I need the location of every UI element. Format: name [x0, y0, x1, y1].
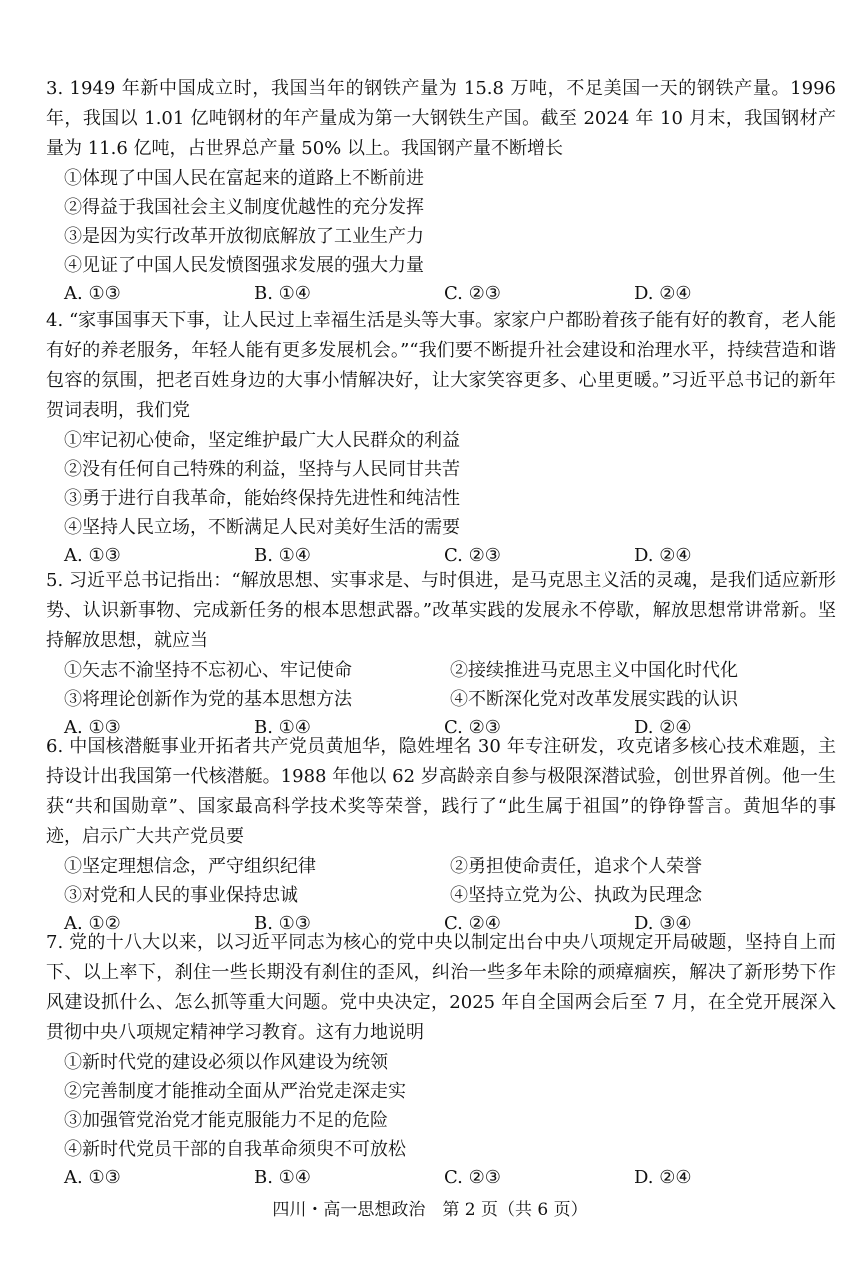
- choice-a[interactable]: A. ①②: [64, 913, 121, 934]
- choice-a[interactable]: A. ①③: [64, 717, 121, 738]
- question-stem: 6. 中国核潜艇事业开拓者共产党员黄旭华，隐姓埋名 30 年专注研发，攻克诸多核心技术难题，主持设计出我国第一代核潜艇。1988 年他以 62 岁高龄亲自参与极限深潜试验，创世界首例。他一生获“共和国勋章”、国家最高科学技术奖等荣誉，践行了“此生属于祖国”的铮铮誓言。黄旭华的事迹，启示广大共产党员要: [46, 736, 836, 847]
- choice-c[interactable]: C. ②③: [444, 1167, 501, 1188]
- statement-1: ①体现了中国人民在富起来的道路上不断前进: [64, 168, 424, 189]
- statement-2: ②勇担使命责任，追求个人荣誉: [450, 856, 702, 877]
- question-stem: 4. “家事国事天下事，让人民过上幸福生活是头等大事。家家户户都盼着孩子能有好的教育，老人能有好的养老服务，年轻人能有更多发展机会。”“我们要不断提升社会建设和治理水平，持续营造和谐包容的氛围，把老百姓身边的大事小情解决好，让大家笑容更多、心里更暖。”习近平总书记的新年贺词表明，我们党: [46, 310, 836, 421]
- statement-4: ④新时代党员干部的自我革命须臾不可放松: [64, 1139, 406, 1160]
- choice-d[interactable]: D. ②④: [634, 545, 692, 566]
- statement-row-2: [46, 685, 836, 714]
- statement-3: ③是因为实行改革开放彻底解放了工业生产力: [64, 226, 424, 247]
- statement-3: ③对党和人民的事业保持忠诚: [64, 885, 298, 906]
- statement-4: ④坚持人民立场，不断满足人民对美好生活的需要: [64, 517, 460, 538]
- statement-1: ①新时代党的建设必须以作风建设为统领: [64, 1052, 388, 1073]
- statement-3: ③加强管党治党才能克服能力不足的危险: [64, 1110, 388, 1131]
- statement-1: ①牢记初心使命，坚定维护最广大人民群众的利益: [64, 430, 460, 451]
- statement-2: ②接续推进马克思主义中国化时代化: [450, 660, 738, 681]
- statement-4: ④坚持立党为公、执政为民理念: [450, 885, 702, 906]
- answer-choices: [46, 1164, 836, 1192]
- answer-choices: [46, 280, 836, 308]
- choice-a[interactable]: A. ①③: [64, 283, 121, 304]
- choice-a[interactable]: A. ①③: [64, 1167, 121, 1188]
- choice-d[interactable]: D. ②④: [634, 283, 692, 304]
- question-5: [46, 566, 836, 742]
- choice-b[interactable]: B. ①④: [254, 1167, 311, 1188]
- question-4: [46, 306, 836, 570]
- statement-2: ②没有任何自己特殊的利益，坚持与人民同甘共苦: [64, 459, 460, 480]
- statement-3: ③勇于进行自我革命，能始终保持先进性和纯洁性: [64, 488, 460, 509]
- statement-2: ②得益于我国社会主义制度优越性的充分发挥: [64, 197, 424, 218]
- choice-b[interactable]: B. ①④: [254, 545, 311, 566]
- statement-row-2: [46, 881, 836, 910]
- question-stem: 5. 习近平总书记指出：“解放思想、实事求是、与时俱进，是马克思主义活的灵魂，是我们适应新形势、认识新事物、完成新任务的根本思想武器。”改革实践的发展永不停歇，解放思想常讲常新。坚持解放思想，就应当: [46, 570, 836, 651]
- statement-4: ④不断深化党对改革发展实践的认识: [450, 689, 738, 710]
- question-stem: 3. 1949 年新中国成立时，我国当年的钢铁产量为 15.8 万吨，不足美国一天的钢铁产量。1996 年，我国以 1.01 亿吨钢材的年产量成为第一大钢铁生产国。截至 2024 年 10 月末，我国钢材产量为 11.6 亿吨，占世界总产量 50% 以上。我国钢产量不断增长: [46, 78, 836, 159]
- statement-1: ①矢志不渝坚持不忘初心、牢记使命: [64, 660, 352, 681]
- statement-row-1: [46, 656, 836, 685]
- choice-c[interactable]: C. ②③: [444, 717, 501, 738]
- choice-a[interactable]: A. ①③: [64, 545, 121, 566]
- choice-d[interactable]: D. ②④: [634, 1167, 692, 1188]
- statement-2: ②完善制度才能推动全面从严治党走深走实: [64, 1081, 406, 1102]
- statement-4: ④见证了中国人民发愤图强求发展的强大力量: [64, 255, 424, 276]
- statement-3: ③将理论创新作为党的基本思想方法: [64, 689, 352, 710]
- choice-d[interactable]: D. ②④: [634, 717, 692, 738]
- page-footer: 四川・高一思想政治 第 2 页（共 6 页）: [272, 1200, 588, 1220]
- choice-c[interactable]: C. ②③: [444, 283, 501, 304]
- choice-d[interactable]: D. ③④: [634, 913, 692, 934]
- choice-b[interactable]: B. ①③: [254, 913, 311, 934]
- question-3: [46, 74, 836, 308]
- question-stem: 7. 党的十八大以来，以习近平同志为核心的党中央以制定出台中央八项规定开局破题，坚持自上而下、以上率下，刹住一些长期没有刹住的歪风，纠治一些多年未除的顽瘴痼疾，解决了新形势下作风建设抓什么、怎么抓等重大问题。党中央决定，2025 年自全国两会后至 7 月，在全党开展深入贯彻中央八项规定精神学习教育。这有力地说明: [46, 932, 836, 1043]
- statement-1: ①坚定理想信念，严守组织纪律: [64, 856, 316, 877]
- choice-b[interactable]: B. ①④: [254, 283, 311, 304]
- choice-b[interactable]: B. ①④: [254, 717, 311, 738]
- question-7: [46, 928, 836, 1192]
- choice-c[interactable]: C. ②④: [444, 913, 501, 934]
- question-6: [46, 732, 836, 938]
- statement-row-1: [46, 852, 836, 881]
- choice-c[interactable]: C. ②③: [444, 545, 501, 566]
